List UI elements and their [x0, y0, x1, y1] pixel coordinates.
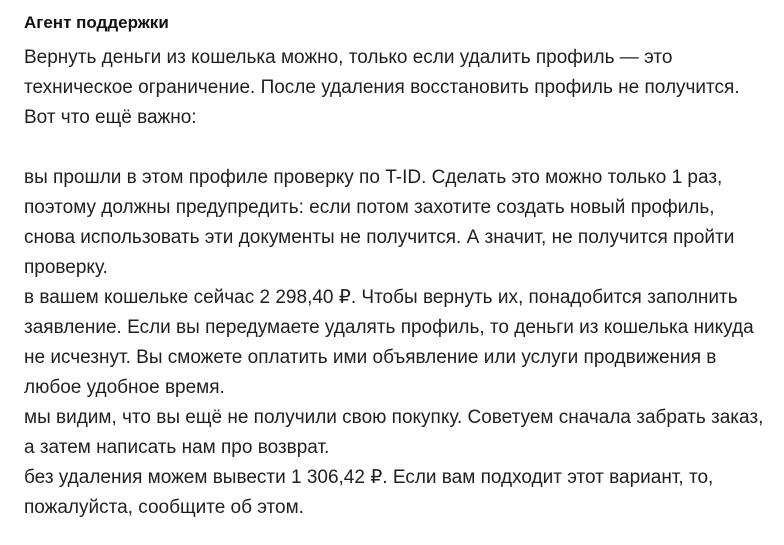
sender-name: Агент поддержки	[24, 13, 169, 32]
paragraph-spacer	[24, 133, 764, 163]
message-point-tid-check: вы прошли в этом профиле проверку по T-ID. Сделать это можно только 1 раз, поэтому должны предупредить: если потом захотите создать новый профиль, снова использовать эти документы не получится. А значит, не получится пройти проверку.	[24, 167, 735, 278]
message-point-wallet-balance: в вашем кошельке сейчас 2 298,40 ₽. Чтобы вернуть их, понадобится заполнить заявление. Если вы передумаете удалять профиль, то деньги из кошелька никуда не исчезнут. Вы сможете оплатить ими объявление или услуги продвижения в любое удобное время.	[24, 287, 754, 398]
message-point-partial-withdrawal: без удаления можем вывести 1 306,42 ₽. Если вам подходит этот вариант, то, пожалуйста, сообщите об этом.	[24, 467, 714, 518]
message-intro: Вернуть деньги из кошелька можно, только если удалить профиль — это техническое ограничение. После удаления восстановить профиль не получится. Вот что ещё важно:	[24, 47, 740, 128]
message-point-pending-order: мы видим, что вы ещё не получили свою покупку. Советуем сначала забрать заказ, а затем написать нам про возврат.	[24, 407, 764, 458]
chat-message	[24, 10, 764, 523]
